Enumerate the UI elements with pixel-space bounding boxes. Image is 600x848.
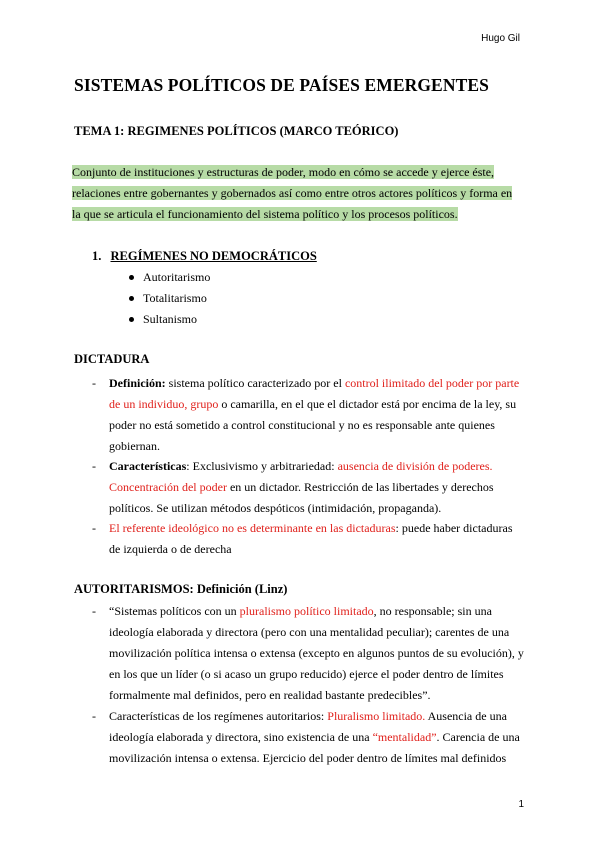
dash-marker: - xyxy=(92,709,96,723)
section-title: REGÍMENES NO DEMOCRÁTICOS xyxy=(110,249,317,263)
dictadura-heading: DICTADURA xyxy=(74,352,150,366)
list-item: Autoritarismo xyxy=(143,267,210,288)
page-number: 1 xyxy=(518,799,524,810)
document-subtitle: TEMA 1: REGIMENES POLÍTICOS (MARCO TEÓRICO) xyxy=(74,124,399,138)
dictadura-ideology: - El referente ideológico no es determinante en las dictaduras: puede haber dictaduras de izquierda o de derecha xyxy=(109,518,513,560)
dash-marker: - xyxy=(92,604,96,618)
definition-paragraph xyxy=(72,162,512,225)
list-item: Sultanismo xyxy=(143,309,197,330)
bullet-icon xyxy=(129,275,134,280)
authoritarian-characteristics: - Características de los regímenes autoritarios: Pluralismo limitado. Ausencia de una ideología elaborada y directora, sino existencia de una “mentalidad”. Carencia de una movilización intensa o extensa. Ejercicio del poder dentro de límites mal definidos xyxy=(109,706,520,769)
section-1-heading xyxy=(92,249,317,264)
dash-marker: - xyxy=(92,376,96,390)
section-number: 1. xyxy=(92,249,102,263)
header-author: Hugo Gil xyxy=(481,33,520,44)
definition-line: la que se articula el funcionamiento del sistema político y los procesos políticos. xyxy=(72,207,458,221)
linz-quote: - “Sistemas políticos con un pluralismo político limitado, no responsable; sin una ideología elaborada y directora (pero con una mentalidad peculiar); carentes de una movilización política intensa o extensa (excepto en algunos puntos de su evolución), y en los que un líder (o si acaso un grupo reducido) ejerce el poder dentro de límites formalmente mal definidos, pero en realidad bastante predecibles”. xyxy=(109,601,524,706)
list-item: Totalitarismo xyxy=(143,288,207,309)
document-title: SISTEMAS POLÍTICOS DE PAÍSES EMERGENTES xyxy=(74,75,489,95)
dash-marker: - xyxy=(92,459,96,473)
dash-marker: - xyxy=(92,521,96,535)
bullet-icon xyxy=(129,296,134,301)
bullet-icon xyxy=(129,317,134,322)
definition-line: relaciones entre gobernantes y gobernados así como entre otros actores políticos y forma en xyxy=(72,186,513,200)
dictadura-characteristics: - Características: Exclusivismo y arbitrariedad: ausencia de división de poderes. Concentración del poder en un dictador. Restricción de las libertades y derechos políticos. Se utilizan métodos despóticos (intimidación, propaganda). xyxy=(109,456,494,519)
dictadura-definition: - Definición: sistema político caracterizado por el control ilimitado del poder por parte de un individuo, grupo o camarilla, en el que el dictador está por encima de la ley, su poder no está sometido a control constitucional y no es responsable ante quienes gobiernan. xyxy=(109,373,519,457)
definition-line: Conjunto de instituciones y estructuras de poder, modo en cómo se accede y ejerce éste, xyxy=(72,165,495,179)
autoritarismos-heading: AUTORITARISMOS: Definición (Linz) xyxy=(74,582,288,596)
